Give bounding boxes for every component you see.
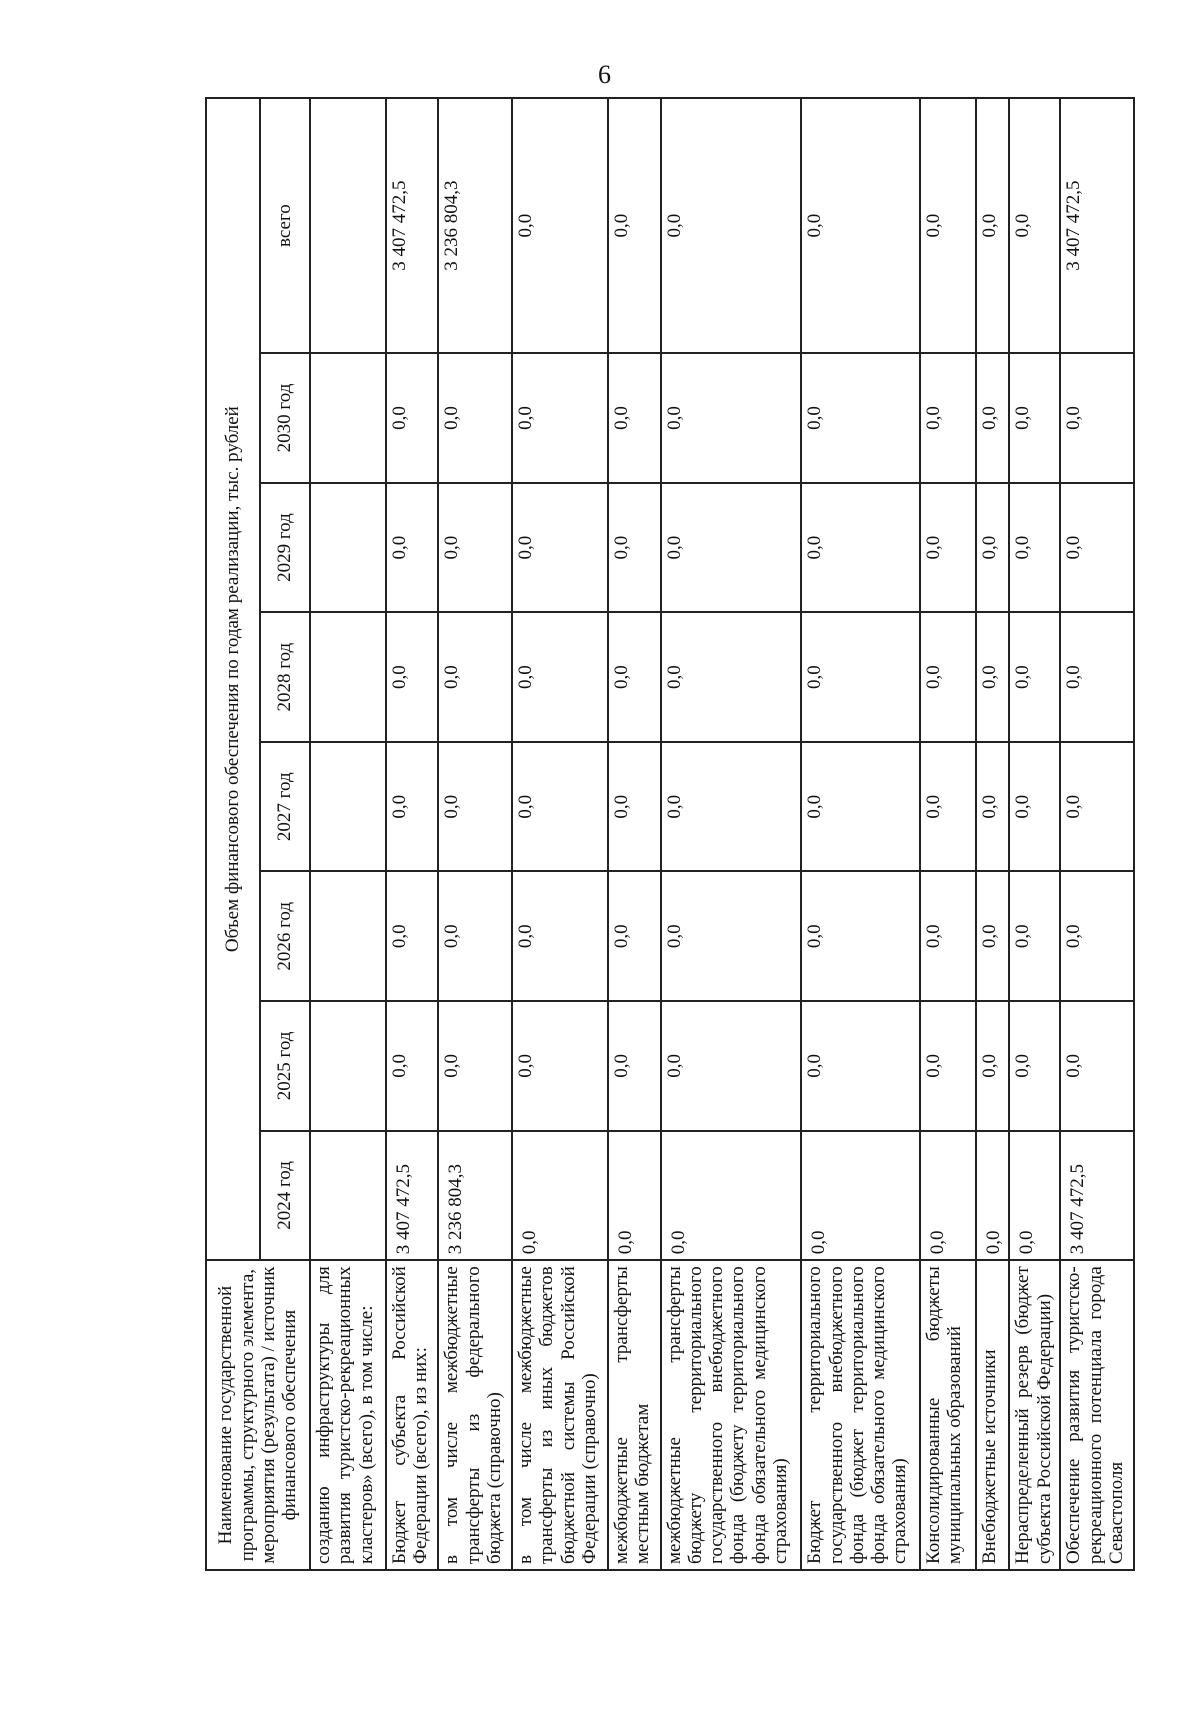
table-row bbox=[920, 98, 977, 1570]
financing-table bbox=[205, 97, 1135, 1571]
value-cell: 0,0 bbox=[1060, 1001, 1134, 1131]
value-cell: 0,0 bbox=[386, 353, 439, 483]
value-cell: 0,0 bbox=[801, 98, 919, 353]
value-cell: 0,0 bbox=[1060, 742, 1134, 872]
value-cell: 0,0 bbox=[386, 612, 439, 742]
header-volume: Объем финансового обеспечения по годам реализации, тыс. рублей bbox=[206, 98, 260, 1260]
value-cell: 0,0 bbox=[920, 612, 977, 742]
value-cell: 0,0 bbox=[386, 483, 439, 613]
value-cell: 0,0 bbox=[976, 1001, 1009, 1131]
year-header: 2028 год bbox=[260, 612, 310, 742]
value-cell: 3 407 472,5 bbox=[386, 98, 439, 353]
table-row bbox=[386, 98, 439, 1570]
rotated-table-container bbox=[205, 97, 1135, 1571]
value-cell: 0,0 bbox=[512, 742, 608, 872]
row-label: межбюджетные трансферты местным бюджетам bbox=[608, 1260, 661, 1570]
value-cell: 0,0 bbox=[801, 1001, 919, 1131]
value-cell: 0,0 bbox=[512, 98, 608, 353]
value-cell: 0,0 bbox=[608, 98, 661, 353]
value-cell bbox=[310, 1131, 386, 1261]
row-label: в том числе межбюджетные трансферты из федерального бюджета (справочно) bbox=[438, 1260, 512, 1570]
value-cell: 0,0 bbox=[608, 353, 661, 483]
value-cell: 0,0 bbox=[801, 483, 919, 613]
value-cell: 0,0 bbox=[920, 98, 977, 353]
value-cell: 0,0 bbox=[801, 742, 919, 872]
value-cell: 0,0 bbox=[976, 872, 1009, 1002]
value-cell: 0,0 bbox=[661, 353, 802, 483]
value-cell: 0,0 bbox=[661, 1131, 802, 1261]
value-cell: 3 407 472,5 bbox=[386, 1131, 439, 1261]
value-cell: 0,0 bbox=[920, 1001, 977, 1131]
value-cell: 0,0 bbox=[661, 872, 802, 1002]
value-cell: 0,0 bbox=[1009, 1001, 1060, 1131]
value-cell: 0,0 bbox=[512, 872, 608, 1002]
table-wrapper bbox=[205, 97, 1135, 1571]
value-cell bbox=[310, 483, 386, 613]
value-cell bbox=[310, 98, 386, 353]
table-row bbox=[438, 98, 512, 1570]
value-cell: 0,0 bbox=[608, 742, 661, 872]
value-cell bbox=[310, 612, 386, 742]
value-cell: 0,0 bbox=[661, 98, 802, 353]
value-cell: 0,0 bbox=[512, 1001, 608, 1131]
header-name: Наименование государственной программы, структурного элемента, мероприятия (результата) / источник финансового обеспечения bbox=[206, 1260, 310, 1570]
table-row bbox=[608, 98, 661, 1570]
value-cell: 0,0 bbox=[386, 872, 439, 1002]
value-cell: 0,0 bbox=[438, 1001, 512, 1131]
value-cell: 0,0 bbox=[661, 612, 802, 742]
page-number: 6 bbox=[598, 60, 611, 89]
value-cell: 0,0 bbox=[438, 742, 512, 872]
value-cell: 0,0 bbox=[1060, 483, 1134, 613]
row-label: Бюджет территориального государственного внебюджетного фонда (бюджет территориального фонда обязательного медицинского страхования) bbox=[801, 1260, 919, 1570]
value-cell: 0,0 bbox=[976, 742, 1009, 872]
value-cell: 0,0 bbox=[608, 483, 661, 613]
value-cell: 3 236 804,3 bbox=[438, 98, 512, 353]
value-cell: 0,0 bbox=[976, 483, 1009, 613]
value-cell: 0,0 bbox=[608, 872, 661, 1002]
table-body bbox=[310, 98, 1134, 1570]
value-cell: 0,0 bbox=[1009, 483, 1060, 613]
value-cell: 0,0 bbox=[661, 1001, 802, 1131]
value-cell: 0,0 bbox=[976, 353, 1009, 483]
year-header: 2027 год bbox=[260, 742, 310, 872]
year-header: 2026 год bbox=[260, 872, 310, 1002]
value-cell: 0,0 bbox=[976, 98, 1009, 353]
value-cell: 0,0 bbox=[1060, 872, 1134, 1002]
table-row bbox=[1060, 98, 1134, 1570]
value-cell: 0,0 bbox=[1009, 742, 1060, 872]
value-cell: 0,0 bbox=[608, 1131, 661, 1261]
value-cell: 0,0 bbox=[386, 1001, 439, 1131]
table-row bbox=[310, 98, 386, 1570]
value-cell: 3 407 472,5 bbox=[1060, 1131, 1134, 1261]
value-cell: 0,0 bbox=[512, 1131, 608, 1261]
value-cell: 0,0 bbox=[920, 483, 977, 613]
row-label: Консолидированные бюджеты муниципальных образований bbox=[920, 1260, 977, 1570]
value-cell: 0,0 bbox=[1009, 1131, 1060, 1261]
row-label: в том числе межбюджетные трансферты из иных бюджетов бюджетной системы Российской Федерации (справочно) bbox=[512, 1260, 608, 1570]
row-label: Бюджет субъекта Российской Федерации (всего), из них: bbox=[386, 1260, 439, 1570]
value-cell: 0,0 bbox=[1009, 353, 1060, 483]
value-cell: 3 236 804,3 bbox=[438, 1131, 512, 1261]
value-cell: 0,0 bbox=[608, 612, 661, 742]
value-cell: 0,0 bbox=[608, 1001, 661, 1131]
row-label: Нераспределенный резерв (бюджет субъекта Российской Федерации) bbox=[1009, 1260, 1060, 1570]
value-cell: 0,0 bbox=[920, 742, 977, 872]
value-cell: 0,0 bbox=[438, 483, 512, 613]
year-header: 2030 год bbox=[260, 353, 310, 483]
row-label: созданию инфраструктуры для развития туристско-рекреационных кластеров» (всего), в том числе: bbox=[310, 1260, 386, 1570]
value-cell: 0,0 bbox=[386, 742, 439, 872]
value-cell: 0,0 bbox=[1009, 872, 1060, 1002]
value-cell: 0,0 bbox=[801, 612, 919, 742]
year-header: 2025 год bbox=[260, 1001, 310, 1131]
value-cell bbox=[310, 1001, 386, 1131]
table-row bbox=[512, 98, 608, 1570]
table-row bbox=[976, 98, 1009, 1570]
table-row bbox=[1009, 98, 1060, 1570]
table-row bbox=[801, 98, 919, 1570]
value-cell: 0,0 bbox=[661, 483, 802, 613]
year-header: 2024 год bbox=[260, 1131, 310, 1261]
table-row bbox=[661, 98, 802, 1570]
value-cell: 0,0 bbox=[1009, 612, 1060, 742]
value-cell bbox=[310, 353, 386, 483]
year-header: 2029 год bbox=[260, 483, 310, 613]
value-cell: 0,0 bbox=[438, 353, 512, 483]
value-cell: 3 407 472,5 bbox=[1060, 98, 1134, 353]
value-cell: 0,0 bbox=[801, 353, 919, 483]
value-cell: 0,0 bbox=[1060, 612, 1134, 742]
year-header: всего bbox=[260, 98, 310, 353]
value-cell: 0,0 bbox=[920, 353, 977, 483]
value-cell bbox=[310, 742, 386, 872]
value-cell bbox=[310, 872, 386, 1002]
value-cell: 0,0 bbox=[976, 612, 1009, 742]
value-cell: 0,0 bbox=[512, 353, 608, 483]
value-cell: 0,0 bbox=[438, 872, 512, 1002]
value-cell: 0,0 bbox=[512, 612, 608, 742]
value-cell: 0,0 bbox=[920, 1131, 977, 1261]
value-cell: 0,0 bbox=[920, 872, 977, 1002]
value-cell: 0,0 bbox=[976, 1131, 1009, 1261]
row-label: межбюджетные трансферты бюджету территориального государственного внебюджетного фонда (бюджету территориального фонда обязательного медицинского страхования) bbox=[661, 1260, 802, 1570]
value-cell: 0,0 bbox=[438, 612, 512, 742]
row-label: Обеспечение развития туристско-рекреационного потенциала города Севастополя bbox=[1060, 1260, 1134, 1570]
value-cell: 0,0 bbox=[1060, 353, 1134, 483]
value-cell: 0,0 bbox=[512, 483, 608, 613]
value-cell: 0,0 bbox=[661, 742, 802, 872]
value-cell: 0,0 bbox=[1009, 98, 1060, 353]
row-label: Внебюджетные источники bbox=[976, 1260, 1009, 1570]
value-cell: 0,0 bbox=[801, 1131, 919, 1261]
value-cell: 0,0 bbox=[801, 872, 919, 1002]
